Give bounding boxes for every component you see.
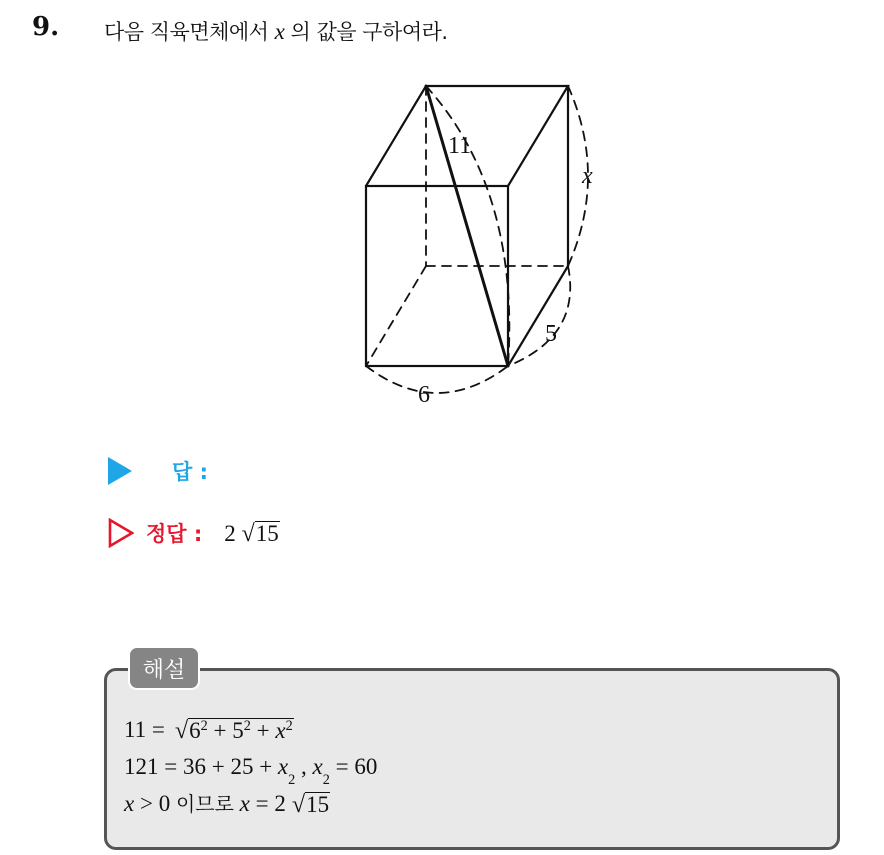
solution-line3-radicand: 15 [306,791,330,817]
sqrt-symbol: √ 15 [241,519,279,547]
right-bottom-edge [508,266,568,366]
height-label: x [582,163,593,189]
space-diagonal [426,86,508,366]
question-text [104,16,448,46]
cuboid-figure [340,70,620,420]
correct-answer-coefficient: 2 [224,520,236,546]
diagonal-label: 11 [448,133,472,159]
correct-answer-row [108,518,280,548]
width-label: 6 [418,382,430,408]
solution-line-3: x > 0 이므로 x = 2 √ 15 [124,790,330,818]
depth-label: 5 [545,321,557,347]
correct-answer-radicand: 15 [255,521,279,546]
question-number: 9. [32,12,60,42]
solution-line1-lhs: 11 = [124,717,165,742]
solution-line1-sqrt: √ $6^2 + 5^2 + x^2$ [174,716,293,744]
width-arc [366,366,508,393]
question-text-before: 다음 직육면체에서 [104,20,275,44]
solution-line-2: 121 = 36 + 25 + x 2 , x 2 = 60 [124,754,378,788]
solution-line3-sqrt: √ 15 [291,790,330,818]
correct-answer-value [224,519,280,547]
question-text-after: 의 값을 구하여라. [284,20,448,44]
solution-line1-radicand: $6^2 + 5^2 + x^2$ [189,717,293,743]
answer-label: 답 : [172,460,208,484]
solution-lines [124,706,377,817]
answer-row [108,456,208,486]
solution-tab: 해설 [128,646,200,690]
question-variable: x [274,19,285,44]
hidden-edge-left [366,266,426,366]
play-triangle-icon [108,457,132,485]
outline-triangle-icon [108,518,134,548]
solution-line-1 [124,706,377,743]
front-face [366,186,508,366]
correct-answer-label: 정답 : [146,522,203,546]
